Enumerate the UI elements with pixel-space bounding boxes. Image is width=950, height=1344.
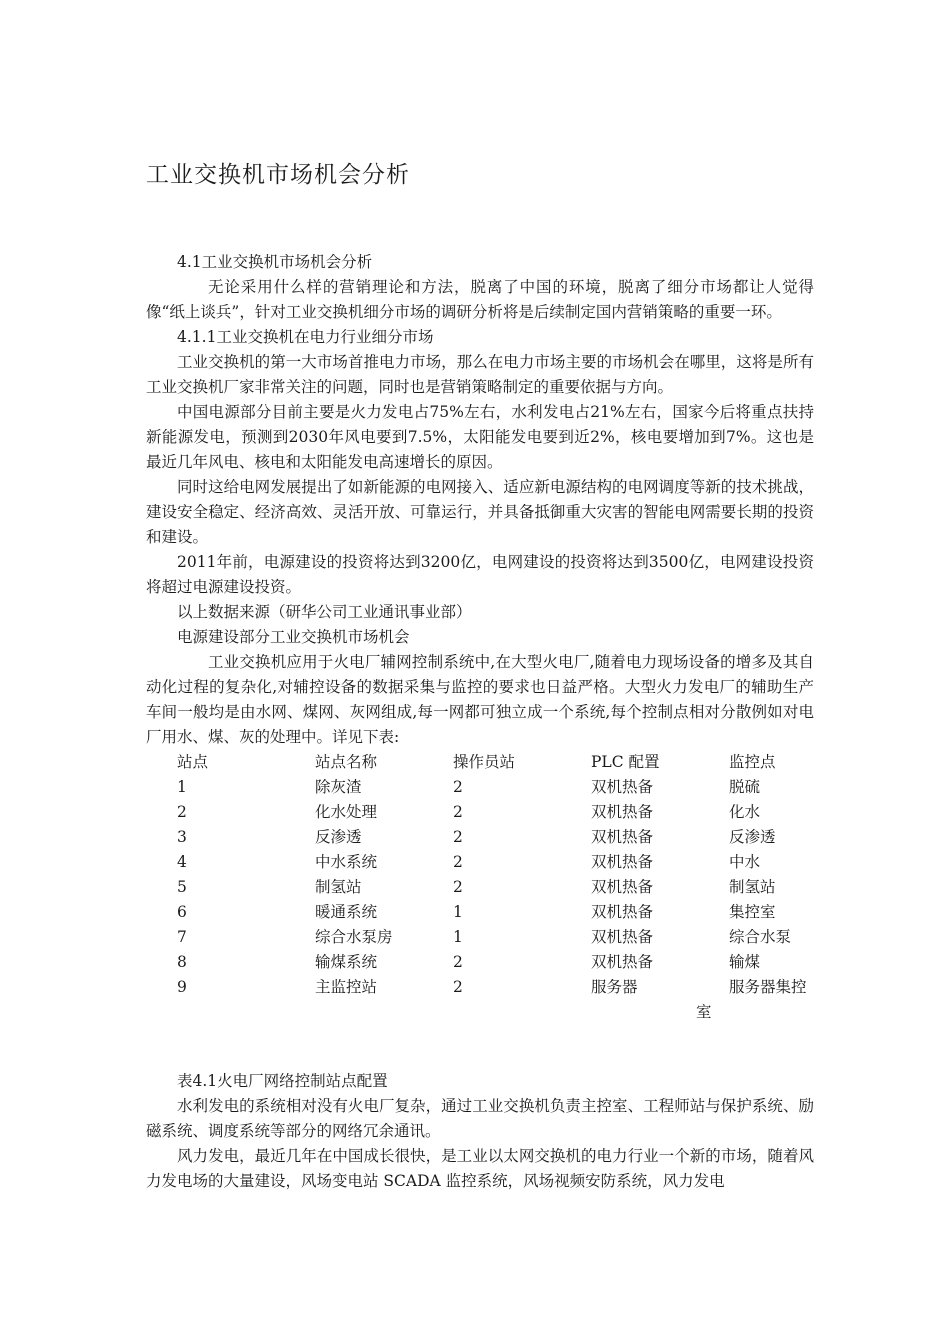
cell-station-name: 反渗透 <box>315 828 362 846</box>
cell-monitor-point: 脱硫 <box>729 778 761 796</box>
cell-operator-station-count: 2 <box>453 778 463 796</box>
cell-operator-station-count: 2 <box>453 853 463 871</box>
cell-station-name: 制氢站 <box>315 878 362 896</box>
table-row <box>146 775 819 800</box>
paragraphs-top <box>146 250 814 750</box>
cell-monitor-point: 中水 <box>729 853 761 871</box>
cell-operator-station-count: 2 <box>453 953 463 971</box>
cell-monitor-point: 集控室 <box>729 903 776 921</box>
cell-plc-config: 服务器 <box>591 978 638 996</box>
spacer <box>146 1025 814 1069</box>
cell-monitor-point: 化水 <box>729 803 761 821</box>
document-body <box>146 250 814 1194</box>
paragraph: 4.1.1工业交换机在电力行业细分市场 <box>177 328 434 346</box>
table-caption: 表4.1火电厂网络控制站点配置 <box>177 1072 388 1090</box>
paragraph: 工业交换机应用于火电厂辅网控制系统中,在大型火电厂,随着电力现场设备的增多及其自动化过程的复杂化,对辅控设备的数据采集与监控的要求也日益严格。大型火力发电厂的辅助生产车间一般均是由水网、煤网、灰网组成,每一网都可独立成一个系统,每个控制点相对分散例如对电厂用水、煤、灰的处理中。详见下表: <box>146 653 814 746</box>
cell-operator-station-count: 2 <box>453 878 463 896</box>
table-row <box>146 950 819 975</box>
table-row <box>146 875 819 900</box>
cell-station-name: 暖通系统 <box>315 903 378 921</box>
col-header-station: 站点 <box>177 753 209 771</box>
paragraph: 同时这给电网发展提出了如新能源的电网接入、适应新电源结构的电网调度等新的技术挑战，建设安全稳定、经济高效、灵活开放、可靠运行，并具备抵御重大灾害的智能电网需要长期的投资和建设。 <box>146 478 814 546</box>
cell-station-number: 2 <box>177 803 187 821</box>
cell-operator-station-count: 1 <box>453 903 463 921</box>
table-body <box>146 775 819 1000</box>
paragraph: 工业交换机的第一大市场首推电力市场，那么在电力市场主要的市场机会在哪里，这将是所有工业交换机厂家非常关注的问题，同时也是营销策略制定的重要依据与方向。 <box>146 353 814 396</box>
col-header-operator-station: 操作员站 <box>453 753 516 771</box>
cell-plc-config: 双机热备 <box>591 953 654 971</box>
cell-plc-config: 双机热备 <box>591 928 654 946</box>
cell-station-name: 化水处理 <box>315 803 378 821</box>
cell-monitor-point: 服务器集控 <box>729 978 807 996</box>
table-row <box>146 800 819 825</box>
cell-plc-config: 双机热备 <box>591 828 654 846</box>
table-row <box>146 900 819 925</box>
cell-station-name: 综合水泵房 <box>315 928 393 946</box>
paragraph: 无论采用什么样的营销理论和方法，脱离了中国的环境，脱离了细分市场都让人觉得像“纸上谈兵”，针对工业交换机细分市场的调研分析将是后续制定国内营销策略的重要一环。 <box>146 278 814 321</box>
table-header-row <box>146 750 819 775</box>
station-table <box>146 750 819 1000</box>
cell-operator-station-count: 2 <box>453 828 463 846</box>
paragraph: 2011年前，电源建设的投资将达到3200亿，电网建设的投资将达到3500亿，电网建设投资将超过电源建设投资。 <box>146 553 814 596</box>
table-row <box>146 850 819 875</box>
cell-plc-config: 双机热备 <box>591 778 654 796</box>
cell-operator-station-count: 2 <box>453 803 463 821</box>
paragraph: 4.1工业交换机市场机会分析 <box>177 253 373 271</box>
table-row <box>146 825 819 850</box>
table-row <box>146 925 819 950</box>
paragraph: 电源建设部分工业交换机市场机会 <box>177 628 410 646</box>
paragraph: 以上数据来源（研华公司工业通讯事业部） <box>177 603 472 621</box>
cell-station-number: 9 <box>177 978 187 996</box>
paragraph: 中国电源部分目前主要是火力发电占75%左右，水利发电占21%左右，国家今后将重点扶持新能源发电，预测到2030年风电要到7.5%，太阳能发电要到近2%，核电要增加到7%。这也是最近几年风电、核电和太阳能发电高速增长的原因。 <box>146 403 814 471</box>
cell-station-number: 3 <box>177 828 187 846</box>
cell-station-number: 7 <box>177 928 187 946</box>
paragraph: 风力发电，最近几年在中国成长很快，是工业以太网交换机的电力行业一个新的市场，随着风力发电场的大量建设，风场变电站 SCADA 监控系统，风场视频安防系统，风力发电 <box>146 1147 814 1190</box>
cell-station-name: 除灰渣 <box>315 778 362 796</box>
cell-plc-config: 双机热备 <box>591 803 654 821</box>
document-title: 工业交换机市场机会分析 <box>146 162 410 188</box>
col-header-monitor-point: 监控点 <box>729 753 776 771</box>
table-overflow-text: 室 <box>696 1003 712 1021</box>
col-header-plc-config: PLC 配置 <box>591 753 660 771</box>
cell-station-number: 6 <box>177 903 187 921</box>
cell-station-number: 5 <box>177 878 187 896</box>
cell-plc-config: 双机热备 <box>591 878 654 896</box>
cell-station-name: 输煤系统 <box>315 953 378 971</box>
table-row <box>146 975 819 1000</box>
cell-station-name: 主监控站 <box>315 978 378 996</box>
cell-monitor-point: 综合水泵 <box>729 928 792 946</box>
cell-station-number: 8 <box>177 953 187 971</box>
cell-plc-config: 双机热备 <box>591 853 654 871</box>
cell-station-name: 中水系统 <box>315 853 378 871</box>
cell-station-number: 1 <box>177 778 187 796</box>
paragraph: 水利发电的系统相对没有火电厂复杂，通过工业交换机负责主控室、工程师站与保护系统、励磁系统、调度系统等部分的网络冗余通讯。 <box>146 1097 814 1140</box>
cell-operator-station-count: 2 <box>453 978 463 996</box>
cell-plc-config: 双机热备 <box>591 903 654 921</box>
cell-monitor-point: 制氢站 <box>729 878 776 896</box>
col-header-station-name: 站点名称 <box>315 753 378 771</box>
cell-monitor-point: 反渗透 <box>729 828 776 846</box>
paragraphs-bottom <box>146 1094 814 1194</box>
cell-station-number: 4 <box>177 853 187 871</box>
cell-operator-station-count: 1 <box>453 928 463 946</box>
cell-monitor-point: 输煤 <box>729 953 761 971</box>
